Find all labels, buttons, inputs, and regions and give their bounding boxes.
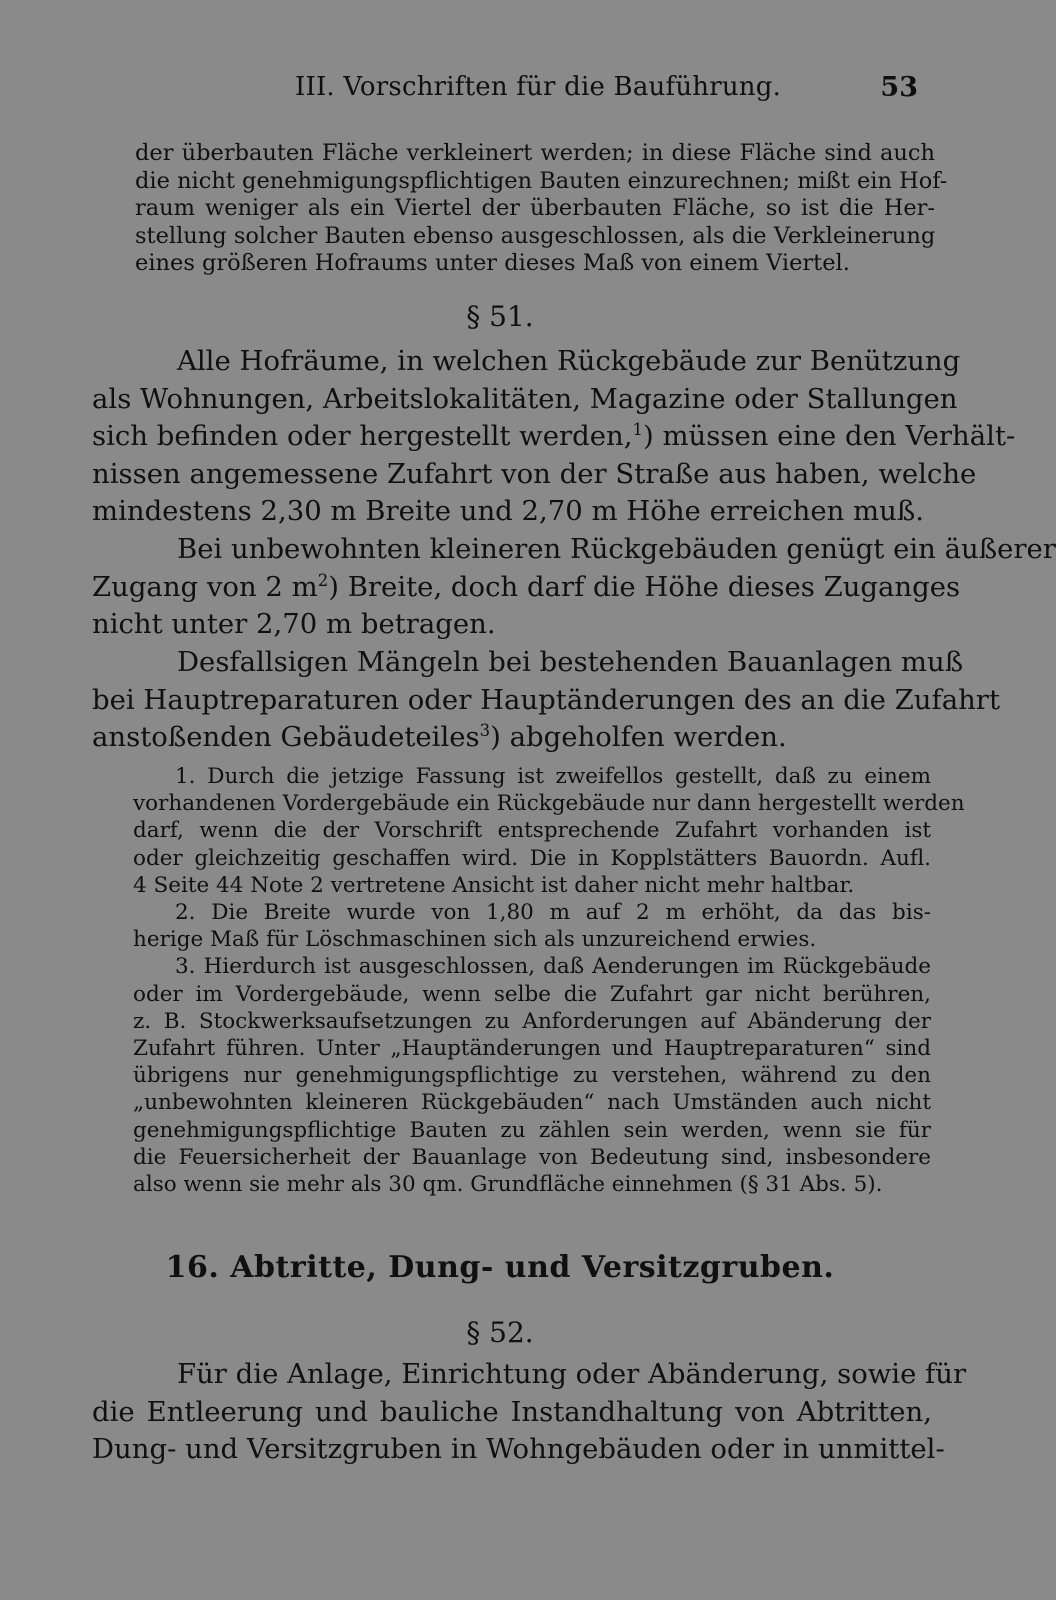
note-line: Zufahrt führen. Unter „Hauptänderungen und Hauptreparaturen“ sind xyxy=(133,1036,931,1062)
note-line: die Feuersicherheit der Bauanlage von Bedeutung sind, insbesondere xyxy=(133,1144,931,1170)
section-heading-51: § 51. xyxy=(466,300,534,333)
note-line: also wenn sie mehr als 30 qm. Grundfläche einnehmen (§ 31 Abs. 5). xyxy=(133,1172,883,1198)
text-fragment: ) abgeholfen werden. xyxy=(490,721,787,753)
section-51-paragraph-2 xyxy=(92,531,1056,644)
running-title: III. Vorschriften für die Bauführung. xyxy=(295,72,782,102)
chapter-heading-16: 16. Abtritte, Dung- und Versitzgruben. xyxy=(165,1250,835,1285)
footnote-marker: 2 xyxy=(317,570,329,590)
note-line: genehmigungspflichtige Bauten zu zählen sein werden, wenn sie für xyxy=(133,1117,931,1143)
note-line: 3. Hierdurch ist ausgeschlossen, daß Aenderungen im Rückgebäude xyxy=(175,954,931,980)
section-heading-52: § 52. xyxy=(466,1316,534,1349)
text-line: die nicht genehmigungspflichtigen Bauten einzurechnen; mißt ein Hof- xyxy=(135,167,948,194)
note-line: übrigens nur genehmigungspflichtige zu verstehen, während zu den xyxy=(133,1063,931,1089)
running-head xyxy=(0,72,1000,112)
text-line: die Entleerung und bauliche Instandhaltung von Abtritten, xyxy=(92,1395,932,1428)
text-line: bei Hauptreparaturen oder Hauptänderungen des an die Zufahrt xyxy=(92,683,1000,716)
text-line: nissen angemessene Zufahrt von der Straße aus haben, welche xyxy=(92,457,977,490)
text-fragment: ) müssen eine den Verhält- xyxy=(642,420,1016,452)
text-line: Für die Anlage, Einrichtung oder Abänderung, sowie für xyxy=(177,1358,967,1390)
section-51-paragraph-1 xyxy=(92,343,1016,531)
note-line: 2. Die Breite wurde von 1,80 m auf 2 m erhöht, da das bis- xyxy=(175,900,931,926)
text-line xyxy=(92,418,1016,456)
text-fragment: Zugang von 2 m xyxy=(92,570,318,603)
note-line: „unbewohnten kleineren Rückgebäuden“ nach Umständen auch nicht xyxy=(133,1090,931,1116)
note-line: 1. Durch die jetzige Fassung ist zweifellos gestellt, daß zu einem xyxy=(175,764,931,789)
note-line: 4 Seite 44 Note 2 vertretene Ansicht ist daher nicht mehr haltbar. xyxy=(133,872,855,898)
text-line: Bei unbewohnten kleineren Rückgebäuden genügt ein äußerer xyxy=(177,533,1056,565)
text-line: raum weniger als ein Viertel der überbauten Fläche, so ist die Her- xyxy=(135,195,935,221)
text-line xyxy=(92,569,961,607)
section-52-paragraph-1 xyxy=(92,1356,967,1469)
note-line: z. B. Stockwerksaufsetzungen zu Anforderungen auf Abänderung der xyxy=(133,1008,931,1034)
text-line: stellung solcher Bauten ebenso ausgeschlossen, als die Verkleinerung xyxy=(135,222,936,249)
text-line: der überbauten Fläche verkleinert werden; in diese Fläche sind auch xyxy=(135,140,935,166)
footnote-marker: 3 xyxy=(479,720,491,740)
text-line: Desfallsigen Mängeln bei bestehenden Bauanlagen muß xyxy=(177,646,964,678)
text-fragment: sich befinden oder hergestellt werden, xyxy=(92,420,633,452)
note-line: vorhandenen Vordergebäude ein Rückgebäude nur dann hergestellt werden xyxy=(133,791,965,817)
text-fragment: ) Breite, doch darf die Höhe dieses Zuganges xyxy=(328,570,961,603)
text-line xyxy=(92,719,932,757)
note-line: herige Maß für Löschmaschinen sich als unzureichend erwies. xyxy=(133,927,817,953)
text-line: als Wohnungen, Arbeitslokalitäten, Magazine oder Stallungen xyxy=(92,382,958,415)
section-51-paragraph-3 xyxy=(92,644,1000,757)
note-line: oder im Vordergebäude, wenn selbe die Zufahrt gar nicht berühren, xyxy=(133,981,931,1007)
text-line: eines größeren Hofraums unter dieses Maß von einem Viertel. xyxy=(135,250,850,276)
footnote-marker: 1 xyxy=(632,419,643,439)
text-line: Dung- und Versitzgruben in Wohngebäuden oder in unmittel- xyxy=(92,1433,945,1465)
text-line: Alle Hofräume, in welchen Rückgebäude zur Benützung xyxy=(177,345,961,377)
note-line: darf, wenn die der Vorschrift entsprechende Zufahrt vorhanden ist xyxy=(133,818,931,844)
text-line: mindestens 2,30 m Breite und 2,70 m Höhe erreichen muß. xyxy=(92,495,924,527)
page-number: 53 xyxy=(880,72,918,103)
continuation-text xyxy=(135,140,948,278)
note-line: oder gleichzeitig geschaffen wird. Die in Kopplstätters Bauordn. Aufl. xyxy=(133,845,931,871)
text-line: nicht unter 2,70 m betragen. xyxy=(92,608,496,640)
notes-block xyxy=(133,763,965,1198)
text-fragment: anstoßenden Gebäudeteiles xyxy=(92,721,480,753)
